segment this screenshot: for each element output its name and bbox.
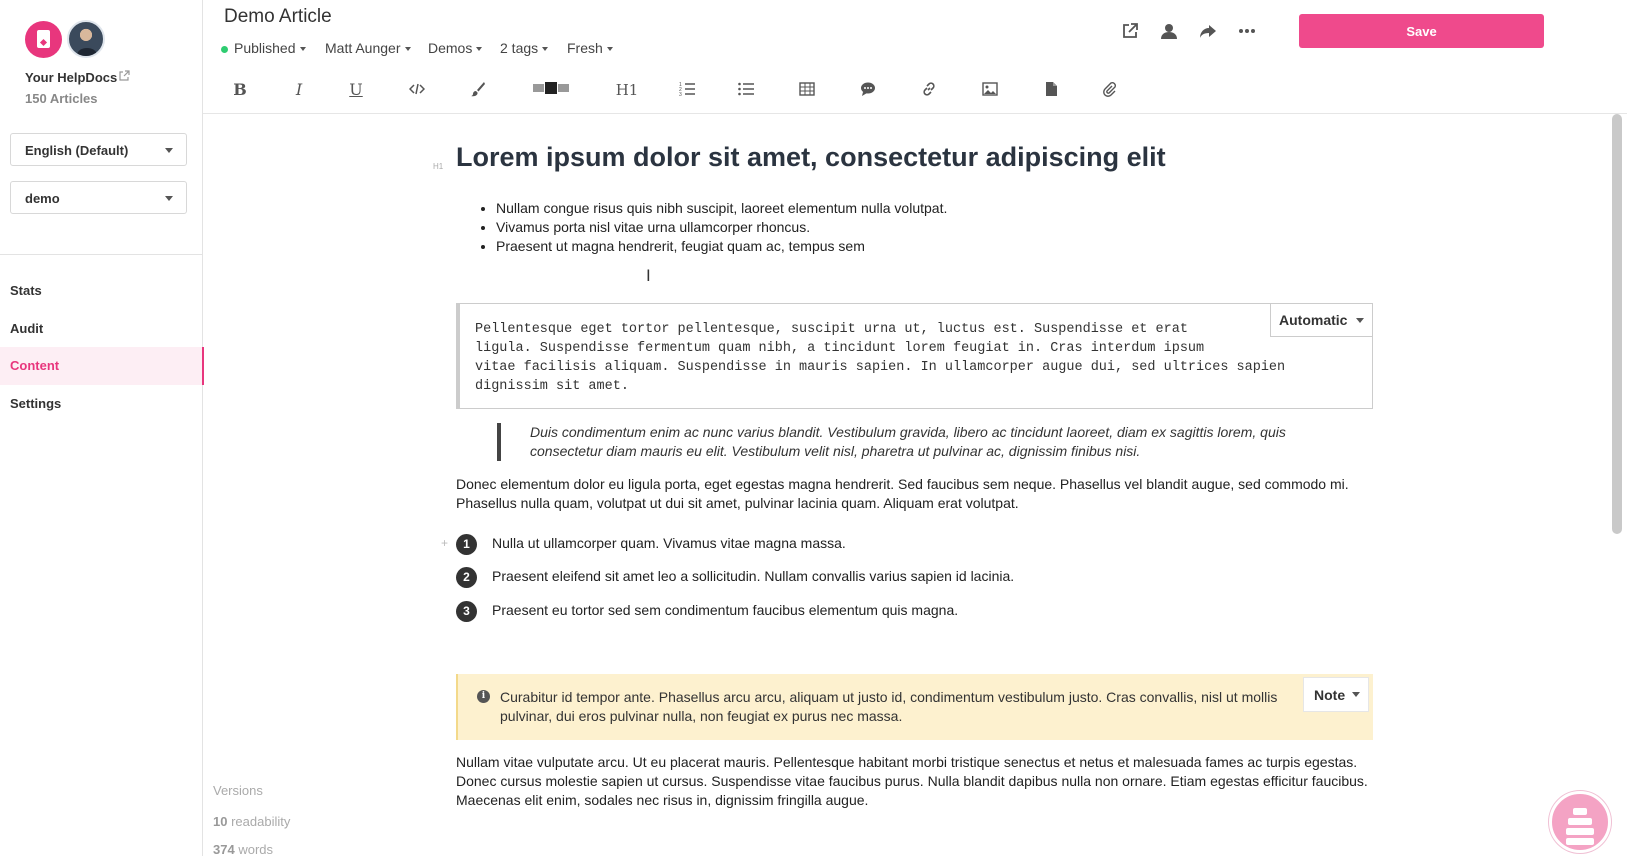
toggle-icon xyxy=(533,81,569,95)
underline-button[interactable]: U xyxy=(349,80,363,99)
callout-text[interactable]: Curabitur id tempor ante. Phasellus arcu arcu, aliquam ut justo id, condimentum vestibulum justo. Cras convallis, nisl ut mollis pulvinar, dui eros pulvinar nulla, non feugiat ex purus nec massa. xyxy=(500,689,1278,724)
code-line: vitae facilisis aliquam. Suspendisse in mauris sapien. In ullamcorper augue dui, sed ultrices sapien xyxy=(475,360,1286,375)
code-language-select[interactable] xyxy=(1270,304,1372,337)
bullet-list[interactable] xyxy=(496,199,947,256)
save-button[interactable]: Save xyxy=(1299,14,1544,48)
sidebar-divider xyxy=(0,254,203,255)
callout-type-value: Note xyxy=(1314,687,1346,703)
chevron-down-icon xyxy=(165,148,173,153)
readability-stat xyxy=(213,814,290,829)
unordered-list-icon xyxy=(738,81,754,97)
h1-block-tag: H1 xyxy=(433,162,444,171)
code-icon xyxy=(409,81,425,97)
site-select-value: demo xyxy=(25,191,60,206)
user-avatar[interactable] xyxy=(67,20,105,58)
list-number-badge: 1 xyxy=(456,534,477,555)
words-label: words xyxy=(238,842,274,856)
blockquote[interactable]: Duis condimentum enim ac nunc varius blandit. Vestibulum gravida, libero ac tincidunt laoreet, diam ex sagittis lorem, quis consectetur diam mauris eu elit. Vestibulum velit nisl, pharetra ut pulvinar ac, dignissim finibus nisi. xyxy=(497,423,1327,461)
chevron-down-icon xyxy=(607,47,613,51)
text-cursor-icon: I xyxy=(646,266,651,285)
code-line: dignissim sit amet. xyxy=(475,379,629,394)
table-button[interactable] xyxy=(797,80,817,100)
list-item[interactable]: • Nullam congue risus quis nibh suscipit, laoreet elementum nulla volutpat. xyxy=(496,199,947,218)
heading-button[interactable]: H1 xyxy=(615,81,639,99)
readability-label: readability xyxy=(231,814,291,829)
chevron-down-icon xyxy=(542,47,548,51)
code-line: ligula. Suspendisse fermentum quam nibh, a tincidunt lorem feugiat in. Cras interdum ipsum xyxy=(475,341,1205,356)
status-dropdown[interactable] xyxy=(221,40,306,56)
link-icon xyxy=(921,81,937,97)
help-widget-icon[interactable] xyxy=(1549,791,1611,853)
sidebar xyxy=(0,0,203,856)
file-icon xyxy=(1043,81,1059,97)
word-count-stat xyxy=(213,842,273,856)
code-button[interactable] xyxy=(407,80,427,100)
org-name[interactable]: Your HelpDocs xyxy=(25,70,118,85)
category-dropdown[interactable] xyxy=(428,40,482,56)
paragraph[interactable]: Donec elementum dolor eu ligula porta, eget egestas magna hendrerit. Sed faucibus sem neque. Phasellus vel blandit augue, sed commodo mi. Phasellus nulla quam, volutpat ut dui sit amet, pulvinar lacinia quam. Aliquam erat volutpat. xyxy=(456,476,1349,511)
author-dropdown[interactable] xyxy=(325,40,411,56)
toggle-button[interactable] xyxy=(531,80,571,100)
published-dot-icon xyxy=(221,46,228,53)
sidebar-item-stats[interactable]: Stats xyxy=(10,283,42,298)
articles-count: 150 Articles xyxy=(25,91,98,106)
list-item-text[interactable]: Praesent eleifend sit amet leo a sollicitudin. Nullam convallis varius sapien id lacinia. xyxy=(492,568,1015,584)
language-select[interactable] xyxy=(10,133,187,166)
chevron-down-icon xyxy=(165,196,173,201)
chevron-down-icon xyxy=(1356,318,1364,323)
readability-value: 10 xyxy=(213,814,228,829)
svg-text:2: 2 xyxy=(679,87,682,93)
italic-button[interactable]: I xyxy=(295,80,303,99)
list-item[interactable]: • Praesent ut magna hendrerit, feugiat quam ac, tempus sem xyxy=(496,237,947,256)
code-content[interactable] xyxy=(475,320,1285,396)
status-label: Published xyxy=(234,40,296,56)
unordered-list-button[interactable] xyxy=(736,80,756,100)
info-icon: i xyxy=(477,690,490,703)
paint-button[interactable] xyxy=(468,80,488,100)
ordered-list-icon xyxy=(679,81,695,97)
article-title-header[interactable]: Demo Article xyxy=(224,6,332,27)
category-label: Demos xyxy=(428,40,473,56)
paragraph[interactable]: Nullam vitae vulputate arcu. Ut eu placerat mauris. Pellentesque habitant morbi tristique senectus et netus et malesuada fames ac turpis egestas. Donec cursus molestie sapien ut cursus. Suspendisse vitae faucibus purus. Nulla blandit dapibus nulla non ornare. Etiam egestas efficitur faucibus. Maecenas elit enim, sodales nec risus in, dignissim fringilla augue. xyxy=(456,754,1368,808)
chevron-down-icon xyxy=(1352,692,1360,697)
file-button[interactable] xyxy=(1041,80,1061,100)
image-icon xyxy=(982,81,998,97)
freshness-label: Fresh xyxy=(567,40,603,56)
author-label: Matt Aunger xyxy=(325,40,401,56)
tags-label: 2 tags xyxy=(500,40,539,56)
list-item[interactable]: • Vivamus porta nisl vitae urna ullamcorper rhoncus. xyxy=(496,218,947,237)
scrollbar[interactable] xyxy=(1612,114,1622,534)
attachment-icon xyxy=(1101,81,1117,97)
editor-toolbar xyxy=(203,70,1627,114)
attachment-button[interactable] xyxy=(1099,80,1119,100)
code-block[interactable] xyxy=(456,303,1373,409)
list-number-badge: 2 xyxy=(456,567,477,588)
code-line: Pellentesque eget tortor pellentesque, suscipit urna ut, luctus est. Suspendisse et erat xyxy=(475,322,1188,337)
sidebar-item-content[interactable]: Content xyxy=(0,347,204,385)
versions-link[interactable]: Versions xyxy=(213,783,263,798)
ordered-list-button[interactable] xyxy=(677,80,697,100)
sidebar-item-settings[interactable]: Settings xyxy=(10,396,62,411)
helpdocs-logo-icon[interactable] xyxy=(25,21,62,58)
chevron-down-icon xyxy=(476,47,482,51)
external-link-icon[interactable] xyxy=(118,70,130,82)
image-button[interactable] xyxy=(980,80,1000,100)
add-block-icon[interactable]: + xyxy=(441,536,449,550)
more-icon[interactable] xyxy=(1238,22,1256,40)
freshness-dropdown[interactable] xyxy=(567,40,613,56)
svg-text:3: 3 xyxy=(679,92,682,97)
paint-brush-icon xyxy=(470,81,486,97)
list-item-text[interactable]: Nulla ut ullamcorper quam. Vivamus vitae magna massa. xyxy=(492,535,846,551)
article-heading[interactable]: Lorem ipsum dolor sit amet, consectetur adipiscing elit xyxy=(456,142,1166,172)
comment-button[interactable] xyxy=(858,80,878,100)
code-language-value: Automatic xyxy=(1279,312,1348,328)
chevron-down-icon xyxy=(405,47,411,51)
edit-external-icon[interactable] xyxy=(1121,22,1139,40)
language-select-value: English (Default) xyxy=(25,143,129,158)
user-icon[interactable] xyxy=(1160,22,1178,40)
svg-text:1: 1 xyxy=(679,82,682,88)
share-icon[interactable] xyxy=(1199,22,1217,40)
chevron-down-icon xyxy=(300,47,306,51)
table-icon xyxy=(799,81,815,97)
bold-button[interactable]: B xyxy=(233,80,247,99)
comment-icon xyxy=(860,81,876,97)
list-number-badge: 3 xyxy=(456,601,477,622)
link-button[interactable] xyxy=(919,80,939,100)
site-select[interactable] xyxy=(10,181,187,214)
sidebar-item-audit[interactable]: Audit xyxy=(10,321,44,336)
callout-note[interactable] xyxy=(456,674,1373,740)
tags-dropdown[interactable] xyxy=(500,40,548,56)
list-item-text[interactable]: Praesent eu tortor sed sem condimentum faucibus elementum quis magna. xyxy=(492,602,959,618)
words-value: 374 xyxy=(213,842,235,856)
callout-type-select[interactable] xyxy=(1303,677,1369,712)
